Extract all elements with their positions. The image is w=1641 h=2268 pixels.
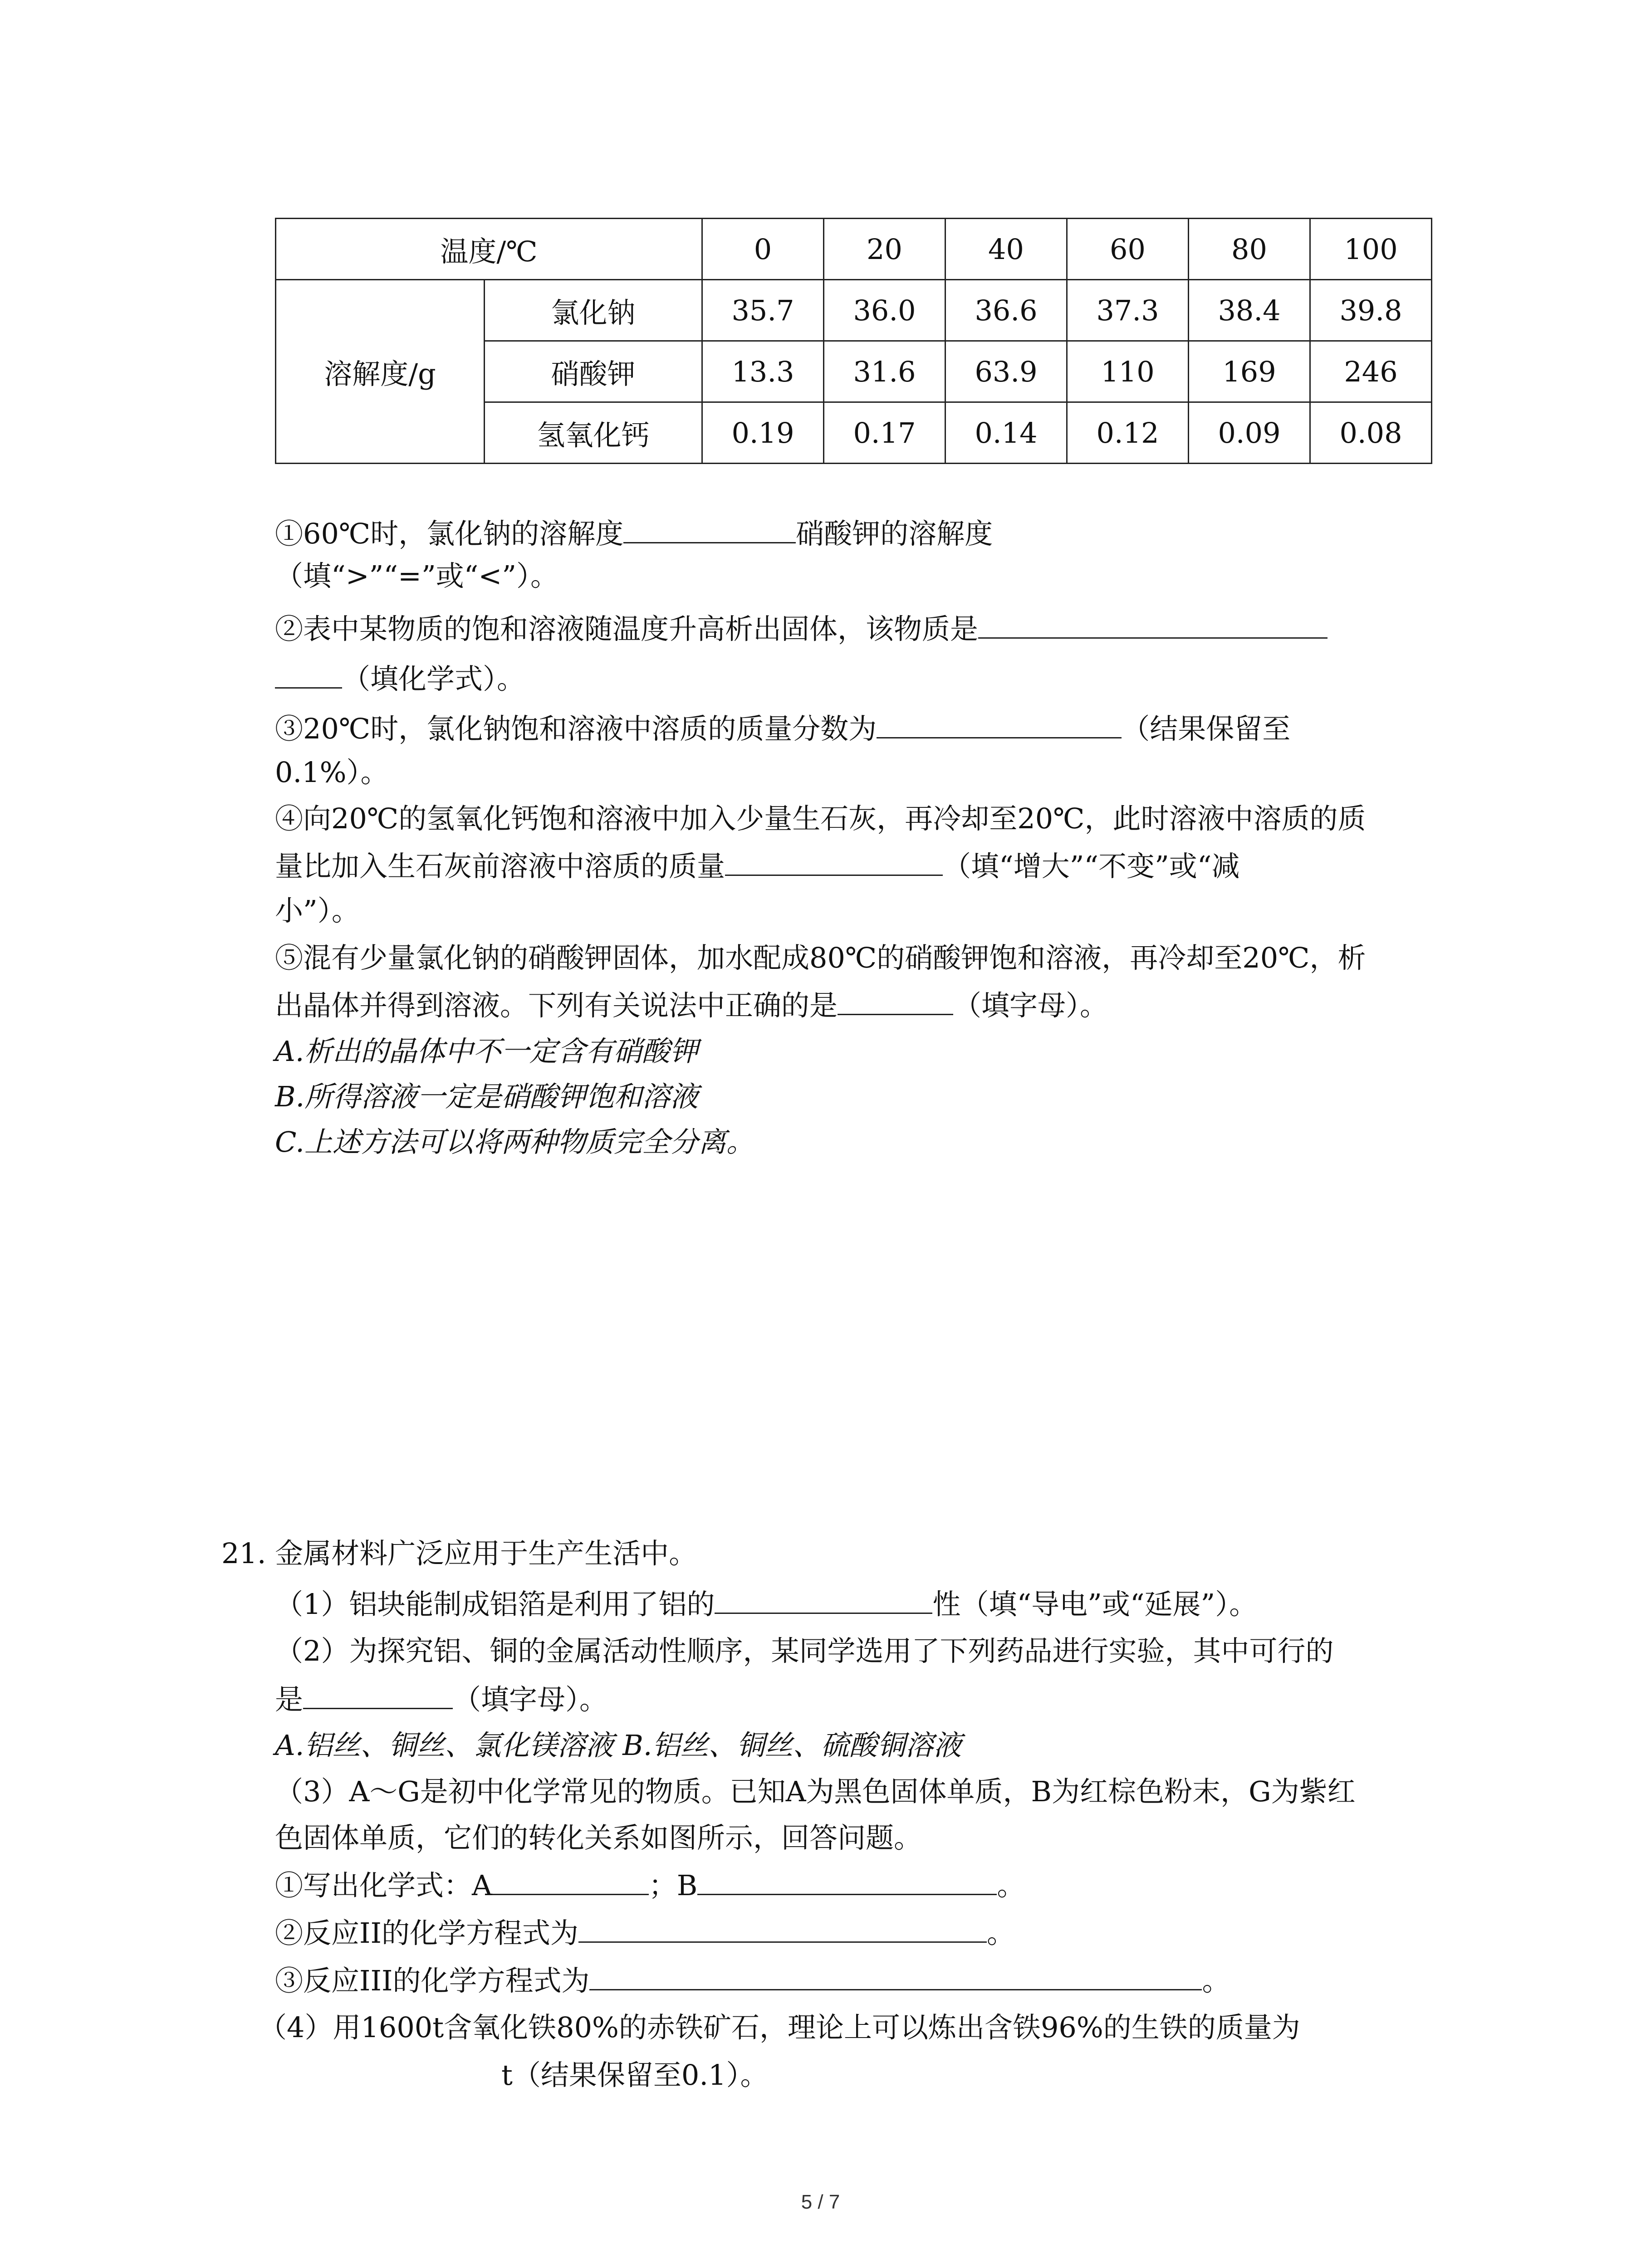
q20-part4-line3: 小”）。 bbox=[275, 894, 360, 927]
value-cell: 169 bbox=[1189, 341, 1310, 402]
table-header-row bbox=[276, 219, 1432, 280]
answer-blank[interactable] bbox=[877, 710, 1122, 738]
q21-part3-line1: （3）A～G是初中化学常见的物质。已知A为黑色固体单质，B为红棕色粉末，G为紫红 bbox=[275, 1775, 1356, 1808]
q21-part1: （1）铝块能制成铝箔是利用了铝的 性（填“导电”或“延展”）。 bbox=[275, 1585, 1257, 1623]
q21-part4-line2: t（结果保留至0.1）。 bbox=[501, 2058, 769, 2092]
q20-part1-line2: （填“>”“=”或“<”）。 bbox=[275, 559, 559, 592]
value-cell: 38.4 bbox=[1189, 280, 1310, 341]
q21-part2-options: A.铝丝、铜丝、氯化镁溶液 B.铝丝、铜丝、硫酸铜溶液 bbox=[275, 1729, 962, 1762]
value-cell: 0.19 bbox=[702, 402, 824, 464]
q21-part4-line1: （4）用1600t含氧化铁80%的赤铁矿石，理论上可以炼出含铁96%的生铁的质量为 bbox=[259, 2011, 1300, 2044]
solubility-group-label: 溶解度/g bbox=[276, 280, 485, 464]
answer-blank[interactable] bbox=[578, 1914, 987, 1943]
value-cell: 13.3 bbox=[702, 341, 824, 402]
value-cell: 36.0 bbox=[824, 280, 945, 341]
value-cell: 31.6 bbox=[824, 341, 945, 402]
q20-part5-line2: 出晶体并得到溶液。下列有关说法中正确的是 （填字母）。 bbox=[275, 987, 1108, 1024]
q20-part4-line2: 量比加入生石灰前溶液中溶质的质量 （填“增大”“不变”或“减 bbox=[275, 847, 1240, 885]
answer-blank[interactable] bbox=[303, 1681, 453, 1709]
q20-part4-line1: ④向20℃的氢氧化钙饱和溶液中加入少量生石灰，再冷却至20℃，此时溶液中溶质的质 bbox=[275, 802, 1366, 835]
value-cell: 0.14 bbox=[945, 402, 1067, 464]
value-cell: 110 bbox=[1067, 341, 1189, 402]
q20-part2-line1: ②表中某物质的饱和溶液随温度升高析出固体，该物质是 bbox=[275, 610, 1327, 647]
substance-name: 氯化钠 bbox=[485, 280, 702, 341]
q20-option-c: C.上述方法可以将两种物质完全分离。 bbox=[275, 1125, 754, 1158]
substance-name: 氢氧化钙 bbox=[485, 402, 702, 464]
answer-blank[interactable] bbox=[715, 1585, 932, 1614]
q21-part3-formulas: ①写出化学式：A ；B 。 bbox=[275, 1867, 1025, 1904]
answer-blank[interactable] bbox=[838, 987, 953, 1015]
q20-option-a: A.析出的晶体中不一定含有硝酸钾 bbox=[275, 1035, 698, 1068]
value-cell: 36.6 bbox=[945, 280, 1067, 341]
substance-name: 硝酸钾 bbox=[485, 341, 702, 402]
answer-blank[interactable] bbox=[725, 847, 943, 876]
answer-blank[interactable] bbox=[275, 660, 342, 689]
temp-cell: 40 bbox=[945, 219, 1067, 280]
temp-cell: 100 bbox=[1310, 219, 1432, 280]
temp-cell: 80 bbox=[1189, 219, 1310, 280]
q21-part3-reaction2: ②反应II的化学方程式为 。 bbox=[275, 1914, 1015, 1951]
q20-part3-line1: ③20℃时，氯化钠饱和溶液中溶质的质量分数为 （结果保留至 bbox=[275, 710, 1290, 747]
q21-part2-line2: 是 （填字母）。 bbox=[275, 1681, 607, 1718]
q20-part1-line1: ①60℃时，氯化钠的溶解度 硝酸钾的溶解度 bbox=[275, 515, 993, 552]
temperature-header: 温度/℃ bbox=[276, 219, 702, 280]
temp-cell: 20 bbox=[824, 219, 945, 280]
q21-part3-reaction3: ③反应III的化学方程式为 。 bbox=[275, 1962, 1230, 1999]
solubility-table bbox=[275, 218, 1432, 464]
value-cell: 63.9 bbox=[945, 341, 1067, 402]
answer-blank[interactable] bbox=[589, 1962, 1202, 1990]
answer-blank[interactable] bbox=[697, 1867, 997, 1895]
value-cell: 35.7 bbox=[702, 280, 824, 341]
answer-blank[interactable] bbox=[492, 1867, 649, 1895]
q20-part5-line1: ⑤混有少量氯化钠的硝酸钾固体，加水配成80℃的硝酸钾饱和溶液，再冷却至20℃，析 bbox=[275, 941, 1366, 974]
table-row bbox=[276, 280, 1432, 341]
q21-part2-line1: （2）为探究铝、铜的金属活动性顺序，某同学选用了下列药品进行实验，其中可行的 bbox=[275, 1634, 1334, 1667]
value-cell: 0.17 bbox=[824, 402, 945, 464]
answer-blank[interactable] bbox=[978, 610, 1327, 639]
q21-title: 21. 金属材料广泛应用于生产生活中。 bbox=[221, 1537, 697, 1570]
value-cell: 0.09 bbox=[1189, 402, 1310, 464]
value-cell: 246 bbox=[1310, 341, 1432, 402]
q20-part2-line2: （填化学式）。 bbox=[275, 660, 525, 697]
q20-option-b: B.所得溶液一定是硝酸钾饱和溶液 bbox=[275, 1080, 699, 1113]
q20-part3-line2: 0.1%）。 bbox=[275, 756, 389, 789]
value-cell: 0.12 bbox=[1067, 402, 1189, 464]
q21-part3-line2: 色固体单质，它们的转化关系如图所示，回答问题。 bbox=[275, 1821, 922, 1854]
page-number: 5 / 7 bbox=[801, 2191, 840, 2213]
value-cell: 37.3 bbox=[1067, 280, 1189, 341]
temp-cell: 60 bbox=[1067, 219, 1189, 280]
value-cell: 39.8 bbox=[1310, 280, 1432, 341]
value-cell: 0.08 bbox=[1310, 402, 1432, 464]
temp-cell: 0 bbox=[702, 219, 824, 280]
answer-blank[interactable] bbox=[623, 515, 796, 543]
